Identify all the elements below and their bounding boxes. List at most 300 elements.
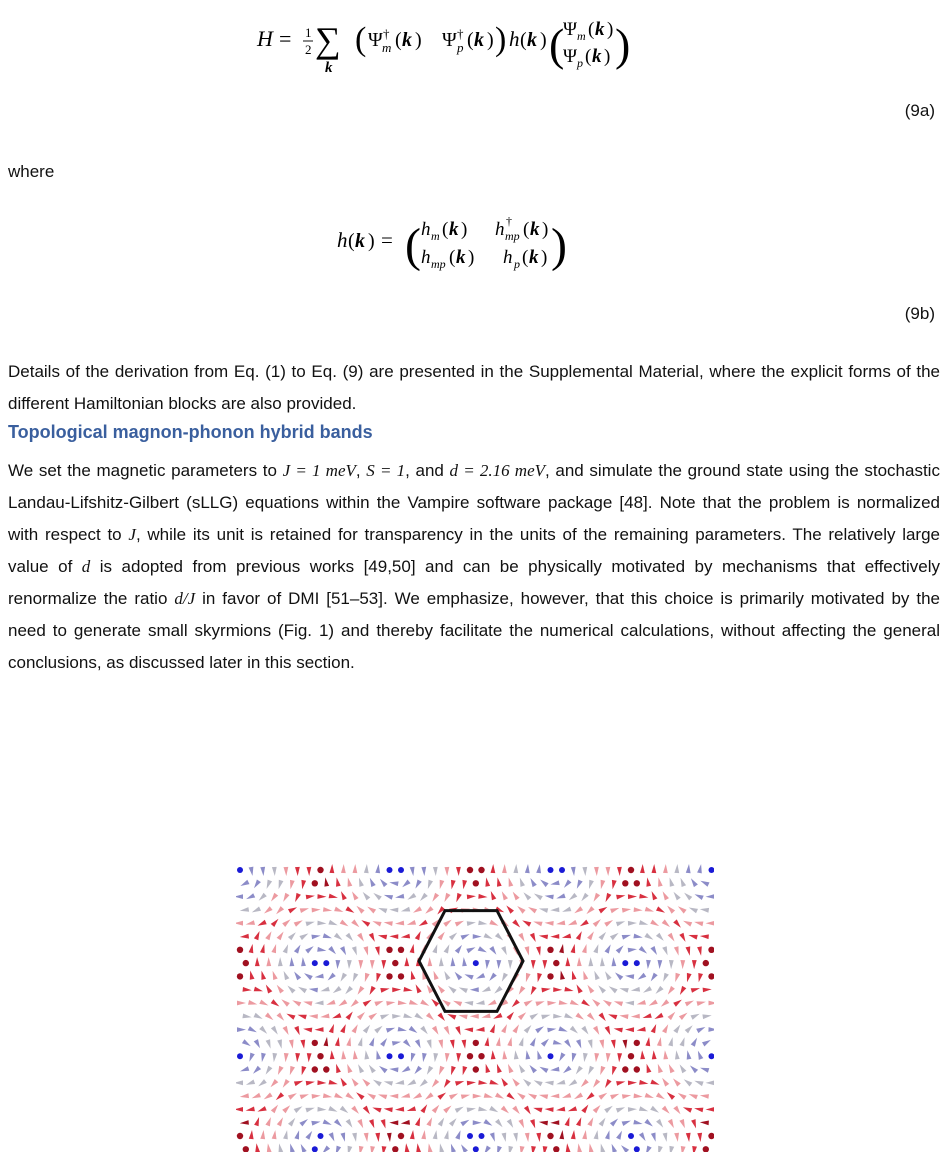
spin-vector xyxy=(384,921,393,926)
spin-vector xyxy=(309,1014,318,1019)
spin-vector xyxy=(650,1080,659,1085)
svg-text:): ) xyxy=(487,29,494,51)
spin-vector xyxy=(616,1107,625,1113)
spin-vector xyxy=(336,960,341,969)
spin-vector xyxy=(351,999,359,1007)
spin-vector xyxy=(284,971,290,980)
spin-vector xyxy=(478,894,487,899)
spin-vector xyxy=(405,1143,410,1152)
spin-vector xyxy=(407,1079,416,1085)
spin-vector xyxy=(356,1092,365,1100)
spin-vector xyxy=(562,934,571,939)
spin-vector xyxy=(298,987,307,993)
spin-vector xyxy=(639,1132,646,1141)
spin-vector xyxy=(246,920,255,925)
spin-vector xyxy=(347,960,352,969)
spin-vector xyxy=(387,1133,392,1142)
spin-vector xyxy=(473,880,479,886)
spin-vector xyxy=(237,1053,243,1059)
spin-vector xyxy=(328,973,336,981)
spin-vector xyxy=(684,1079,693,1086)
spin-vector xyxy=(317,921,326,926)
spin-vector xyxy=(545,895,554,900)
spin-vector xyxy=(706,1080,715,1085)
svg-text:k: k xyxy=(529,247,539,268)
spin-vector xyxy=(427,1039,432,1048)
spin-vector xyxy=(603,1000,612,1007)
spin-vector xyxy=(692,960,697,969)
spin-vector xyxy=(300,908,309,913)
spin-vector xyxy=(266,985,273,994)
spin-vector xyxy=(345,906,354,913)
spin-vector xyxy=(455,1130,460,1139)
math-S: S = 1 xyxy=(366,461,406,480)
spin-vector xyxy=(685,1025,693,1033)
spin-vector xyxy=(438,1040,443,1049)
spin-vector xyxy=(261,971,266,980)
spin-vector xyxy=(323,1119,332,1125)
svg-text:(: ( xyxy=(522,247,529,268)
spin-vector xyxy=(279,1143,284,1152)
spin-vector xyxy=(587,1117,593,1126)
spin-vector xyxy=(529,1065,537,1073)
spin-vector xyxy=(381,1119,386,1128)
spin-vector xyxy=(289,1040,294,1049)
spin-vector xyxy=(523,1079,531,1087)
spin-vector xyxy=(374,1001,383,1007)
spin-vector xyxy=(519,986,526,995)
spin-vector xyxy=(509,1146,514,1152)
spin-vector xyxy=(328,920,337,925)
spin-vector xyxy=(450,1040,455,1049)
text-segment: , xyxy=(355,461,367,480)
spin-vector xyxy=(570,1026,578,1034)
spin-vector xyxy=(428,1143,433,1152)
svg-text:k: k xyxy=(595,19,605,40)
spin-vector xyxy=(514,1050,519,1059)
spin-vector xyxy=(706,921,715,926)
spin-vector xyxy=(484,1146,491,1153)
spin-vector xyxy=(581,1026,588,1035)
spin-vector xyxy=(382,1146,387,1152)
spin-vector xyxy=(628,894,637,899)
spin-vector xyxy=(288,1118,295,1127)
spin-vector xyxy=(628,921,637,926)
spin-vector xyxy=(357,1119,363,1128)
svg-text:): ) xyxy=(551,219,567,272)
spin-vector xyxy=(427,1066,433,1075)
spin-vector xyxy=(663,864,668,873)
spin-vector xyxy=(240,1093,249,1098)
spin-vector xyxy=(300,1094,309,1099)
equation-9b-number: (9b) xyxy=(904,304,935,323)
spin-vector xyxy=(395,921,404,926)
spin-vector xyxy=(512,1024,519,1033)
spin-vector xyxy=(495,1119,503,1127)
spin-vector xyxy=(368,1013,377,1020)
svg-text:h: h xyxy=(337,228,348,252)
spin-vector xyxy=(265,931,271,940)
spin-vector xyxy=(378,908,387,913)
spin-vector xyxy=(605,1026,611,1035)
spin-vector xyxy=(649,1000,658,1006)
spin-vector xyxy=(273,1053,278,1062)
spin-vector xyxy=(361,920,370,927)
spin-vector xyxy=(252,907,261,913)
spin-vector xyxy=(467,921,476,926)
svg-text:mp: mp xyxy=(431,257,446,271)
spin-vector xyxy=(644,933,653,940)
spin-vector xyxy=(284,1053,289,1062)
spin-vector xyxy=(681,1146,686,1152)
spin-vector xyxy=(237,1001,246,1006)
spin-vector xyxy=(525,864,530,873)
spin-vector xyxy=(370,960,375,969)
spin-vector xyxy=(599,1118,606,1127)
spin-vector xyxy=(254,1039,260,1048)
skyrmion-lattice-figure xyxy=(236,864,714,1152)
spin-vector xyxy=(530,933,536,942)
spin-vector xyxy=(307,1053,312,1062)
spin-vector xyxy=(449,933,457,941)
spin-vector xyxy=(236,921,243,926)
spin-vector xyxy=(541,988,550,993)
spin-vector xyxy=(531,1146,536,1152)
spin-vector xyxy=(372,1108,381,1113)
spin-vector xyxy=(639,894,648,899)
spin-vector xyxy=(410,1130,415,1139)
spin-vector xyxy=(304,973,313,980)
math-d: d = 2.16 meV xyxy=(449,461,546,480)
spin-vector xyxy=(478,1107,487,1112)
text-segment: , and xyxy=(405,461,450,480)
spin-vector xyxy=(415,880,421,889)
spin-vector xyxy=(363,1106,370,1115)
spin-vector xyxy=(384,1107,393,1112)
spin-vector xyxy=(501,946,507,955)
spin-vector xyxy=(453,1001,462,1007)
spin-vector xyxy=(438,985,446,994)
spin-vector xyxy=(652,864,657,873)
spin-vector xyxy=(572,971,577,980)
spin-vector xyxy=(651,1133,656,1142)
spin-vector xyxy=(708,973,714,979)
spin-vector xyxy=(288,907,297,913)
spin-vector xyxy=(617,1053,622,1062)
spin-vector xyxy=(588,1066,594,1075)
spin-vector xyxy=(640,864,645,873)
spin-vector xyxy=(587,985,594,994)
spin-vector xyxy=(254,1117,259,1126)
spin-vector xyxy=(520,878,525,887)
spin-vector xyxy=(611,1040,616,1049)
spin-vector xyxy=(420,1026,428,1034)
spin-vector xyxy=(513,892,520,901)
spin-vector xyxy=(488,1000,497,1006)
spin-vector xyxy=(621,1145,629,1152)
spin-vector xyxy=(687,1050,692,1059)
spin-vector xyxy=(700,908,709,913)
spin-vector xyxy=(637,1027,646,1032)
spin-vector xyxy=(667,1092,675,1100)
spin-vector xyxy=(260,1130,265,1139)
spin-vector xyxy=(631,987,640,992)
spin-vector xyxy=(281,999,290,1006)
spin-vector xyxy=(697,1001,706,1006)
spin-vector xyxy=(599,907,608,914)
svg-text:(: ( xyxy=(355,21,367,58)
spin-vector xyxy=(416,1143,421,1152)
spin-vector xyxy=(300,1040,305,1049)
spin-vector xyxy=(689,908,698,914)
spin-vector xyxy=(662,1106,670,1114)
spin-vector xyxy=(301,1144,307,1152)
spin-vector xyxy=(352,891,359,900)
spin-vector xyxy=(709,867,715,873)
spin-vector xyxy=(363,946,368,955)
spin-vector xyxy=(495,1093,504,1099)
spin-vector xyxy=(501,1024,507,1033)
spin-vector xyxy=(336,877,341,886)
spin-vector xyxy=(351,1106,359,1114)
spin-vector xyxy=(294,1026,300,1035)
spin-vector xyxy=(548,1053,554,1059)
spin-vector xyxy=(703,988,712,993)
spin-vector xyxy=(301,957,306,966)
spin-vector xyxy=(352,1024,358,1033)
svg-text:(: ( xyxy=(449,247,456,268)
spin-vector xyxy=(593,919,601,927)
svg-text:H: H xyxy=(257,26,273,51)
svg-text:1: 1 xyxy=(305,25,312,40)
spin-vector xyxy=(276,906,284,914)
spin-vector xyxy=(484,933,493,939)
spin-vector xyxy=(550,880,559,885)
spin-vector xyxy=(375,1133,380,1142)
spin-vector xyxy=(678,906,687,913)
text-segment: , and simulate the ground state using the stochastic Landau-Lifshitz-Gilbert (sLLG) equations within the Vampire software package [48]. Note that the problem is normalized with respect to xyxy=(8,461,940,544)
math-ratio: d/J xyxy=(174,589,196,608)
spin-vector xyxy=(640,1050,645,1059)
spin-vector xyxy=(545,1107,554,1112)
spin-vector xyxy=(700,1121,709,1126)
spin-vector xyxy=(535,1026,544,1033)
spin-vector xyxy=(634,960,640,966)
spin-vector xyxy=(311,1121,320,1126)
spin-vector xyxy=(461,934,470,940)
spin-vector xyxy=(260,867,265,876)
spin-vector xyxy=(530,1013,539,1020)
spin-vector xyxy=(580,920,589,927)
skyrmion-lattice-graphic xyxy=(236,864,714,1152)
spin-vector xyxy=(638,973,647,980)
spin-vector xyxy=(485,960,490,969)
spin-vector xyxy=(358,1064,364,1073)
svg-text:): ) xyxy=(461,219,468,240)
spin-vector xyxy=(540,880,549,888)
spin-vector xyxy=(698,973,703,982)
spin-vector xyxy=(570,1000,579,1006)
spin-vector xyxy=(581,1105,588,1114)
spin-vector xyxy=(279,880,284,889)
spin-vector xyxy=(634,1066,640,1072)
spin-vector xyxy=(501,1106,509,1114)
spin-vector xyxy=(243,960,249,966)
spin-vector xyxy=(376,1050,381,1059)
spin-vector xyxy=(543,1146,548,1152)
spin-vector xyxy=(553,960,559,966)
spin-vector xyxy=(464,974,473,979)
spin-vector xyxy=(473,1066,479,1072)
spin-vector xyxy=(576,1039,581,1048)
spin-vector xyxy=(273,971,278,980)
spin-vector xyxy=(462,1040,467,1049)
spin-vector xyxy=(600,957,605,966)
spin-vector xyxy=(347,1064,352,1073)
spin-vector xyxy=(547,1001,556,1006)
spin-vector xyxy=(459,987,468,993)
spin-vector xyxy=(420,1000,429,1006)
spin-vector xyxy=(600,1066,605,1075)
spin-vector xyxy=(363,892,371,901)
spin-vector xyxy=(628,1133,634,1139)
spin-vector xyxy=(689,1094,698,1099)
spin-vector xyxy=(594,971,600,980)
spin-vector xyxy=(634,907,643,912)
spin-vector xyxy=(258,920,267,926)
spin-vector xyxy=(703,960,709,966)
spin-vector xyxy=(496,1037,501,1046)
svg-text:): ) xyxy=(615,19,631,70)
spin-vector xyxy=(265,1013,274,1021)
spin-vector xyxy=(604,920,613,927)
spin-vector xyxy=(460,1120,469,1127)
spin-vector xyxy=(254,987,263,992)
spin-vector xyxy=(604,1106,613,1113)
spin-vector xyxy=(605,1130,610,1139)
spin-vector xyxy=(478,946,487,952)
spin-vector xyxy=(306,1081,315,1086)
spin-vector xyxy=(265,1117,271,1126)
spin-vector xyxy=(237,867,243,873)
spin-vector xyxy=(370,878,376,887)
spin-vector xyxy=(283,944,288,953)
spin-vector xyxy=(369,933,375,942)
spin-vector xyxy=(374,1026,382,1034)
spin-vector xyxy=(373,893,382,900)
spin-vector xyxy=(329,894,338,899)
spin-vector xyxy=(414,1013,423,1020)
spin-vector xyxy=(667,906,675,914)
spin-vector xyxy=(340,946,346,955)
spin-vector xyxy=(341,973,348,982)
spin-vector xyxy=(387,867,393,873)
spin-vector xyxy=(530,1119,535,1128)
svg-text:): ) xyxy=(604,46,611,67)
spin-vector xyxy=(315,974,324,979)
spin-vector xyxy=(317,1053,323,1059)
spin-vector xyxy=(372,921,381,926)
spin-vector xyxy=(542,960,547,969)
spin-vector xyxy=(413,1093,422,1099)
spin-vector xyxy=(264,906,273,913)
spin-vector xyxy=(700,881,709,887)
spin-vector xyxy=(576,931,582,940)
spin-vector xyxy=(357,1012,365,1020)
spin-vector xyxy=(691,878,698,887)
spin-vector xyxy=(559,867,565,873)
equation-9a xyxy=(255,8,695,78)
text-segment: is adopted from previous works [49,50] and can be physically motivated by mechanisms that effectively renormalize the ratio xyxy=(8,557,940,608)
spin-vector xyxy=(564,1013,573,1019)
spin-vector xyxy=(507,1119,514,1128)
spin-vector xyxy=(322,1146,330,1153)
spin-vector xyxy=(362,1079,370,1087)
svg-text:∑: ∑ xyxy=(315,20,341,60)
spin-vector xyxy=(691,1119,696,1128)
spin-vector xyxy=(610,1094,619,1100)
spin-vector xyxy=(491,1050,496,1059)
spin-vector xyxy=(315,1001,324,1006)
spin-vector xyxy=(250,971,255,980)
equation-9b-graphic xyxy=(335,205,635,275)
svg-text:h: h xyxy=(509,27,520,51)
spin-vector xyxy=(259,1000,268,1006)
spin-vector xyxy=(402,1066,411,1073)
spin-vector xyxy=(482,986,491,992)
spin-vector xyxy=(519,1064,525,1073)
spin-vector xyxy=(706,1107,715,1112)
spin-vector xyxy=(455,1026,460,1035)
spin-vector xyxy=(528,907,537,913)
spin-vector xyxy=(411,971,416,980)
spin-vector xyxy=(455,1081,464,1086)
spin-vector xyxy=(352,1078,359,1087)
spin-vector xyxy=(451,880,456,889)
spin-vector xyxy=(358,1037,363,1046)
spin-vector xyxy=(389,908,398,913)
spin-vector xyxy=(539,1121,548,1126)
spin-vector xyxy=(547,973,553,979)
spin-vector xyxy=(564,880,572,888)
spin-vector xyxy=(295,893,301,902)
spin-vector xyxy=(634,1040,640,1046)
spin-vector xyxy=(550,1120,559,1125)
spin-vector xyxy=(467,895,476,900)
spin-vector xyxy=(633,1120,642,1125)
spin-vector xyxy=(237,947,243,953)
svg-text:(: ( xyxy=(520,29,527,51)
spin-vector xyxy=(392,960,398,966)
svg-text:†: † xyxy=(457,26,464,41)
spin-vector xyxy=(444,1026,450,1035)
svg-text:(: ( xyxy=(348,230,355,252)
spin-vector xyxy=(389,1094,398,1099)
spin-vector xyxy=(619,1014,628,1019)
svg-text:h: h xyxy=(503,247,513,268)
spin-vector xyxy=(378,1094,387,1099)
spin-vector xyxy=(508,960,513,969)
spin-vector xyxy=(432,893,439,902)
spin-vector xyxy=(650,1106,659,1113)
svg-text:m: m xyxy=(431,229,440,243)
spin-vector xyxy=(467,1108,476,1113)
spin-vector xyxy=(364,1133,369,1142)
spin-vector xyxy=(246,1080,255,1085)
spin-vector xyxy=(455,921,464,927)
spin-vector xyxy=(456,1053,461,1062)
spin-vector xyxy=(389,1120,398,1125)
